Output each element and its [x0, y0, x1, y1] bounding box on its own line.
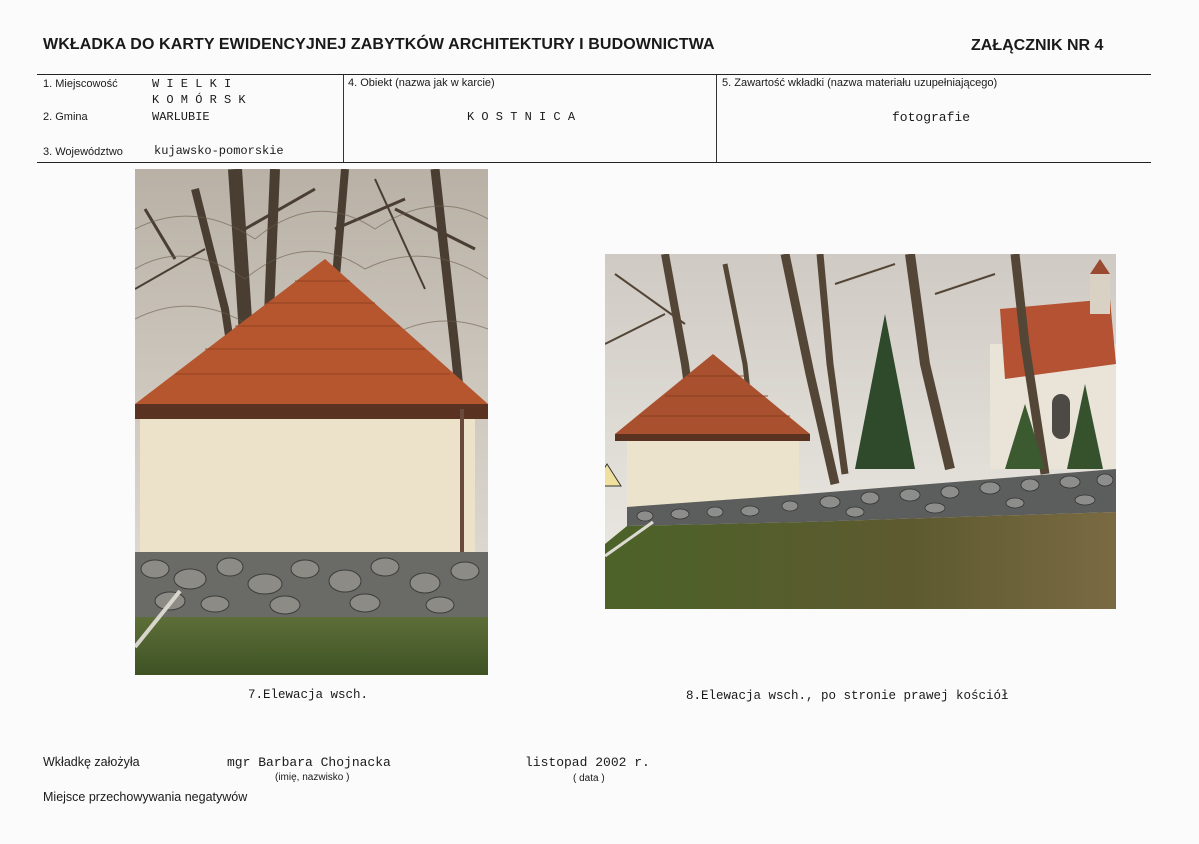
photo-caption-1: 7.Elewacja wsch.: [248, 688, 369, 702]
commune-value: WARLUBIE: [152, 110, 210, 124]
author-name: mgr Barbara Chojnacka: [227, 755, 391, 770]
creation-date: listopad 2002 r.: [525, 755, 650, 770]
author-hint: (imię, nazwisko ): [275, 772, 350, 783]
table-divider-2: [716, 75, 717, 162]
locality-label: 1. Miejscowość: [43, 78, 118, 90]
content-label: 5. Zawartość wkładki (nazwa materiału uzupełniającego): [722, 77, 998, 89]
table-divider-1: [343, 75, 344, 162]
voivodeship-value: kujawsko-pomorskie: [154, 144, 284, 158]
object-value: K O S T N I C A: [467, 110, 576, 124]
content-value: fotografie: [892, 110, 971, 125]
ossuary-photo-illustration: [135, 169, 488, 675]
photo-east-elevation: [135, 169, 488, 675]
created-by-label: Wkładkę założyła: [43, 755, 140, 769]
photo-caption-2: 8.Elewacja wsch., po stronie prawej kościół: [686, 689, 1009, 703]
photo-east-elevation-church: [605, 254, 1116, 609]
table-top-rule: [37, 74, 1151, 75]
date-hint: ( data ): [573, 773, 605, 784]
negatives-location-label: Miejsce przechowywania negatywów: [43, 790, 248, 804]
locality-value-line2: K O M Ó R S K: [152, 93, 246, 107]
document-title: WKŁADKA DO KARTY EWIDENCYJNEJ ZABYTKÓW ARCHITEKTURY I BUDOWNICTWA: [43, 36, 715, 53]
voivodeship-label: 3. Województwo: [43, 146, 123, 158]
annex-number: ZAŁĄCZNIK NR 4: [971, 37, 1104, 54]
ossuary-church-photo-illustration: [605, 254, 1116, 609]
table-bottom-rule: [37, 162, 1151, 163]
commune-label: 2. Gmina: [43, 111, 88, 123]
object-label: 4. Obiekt (nazwa jak w karcie): [348, 77, 495, 89]
locality-value-line1: W I E L K I: [152, 77, 232, 91]
